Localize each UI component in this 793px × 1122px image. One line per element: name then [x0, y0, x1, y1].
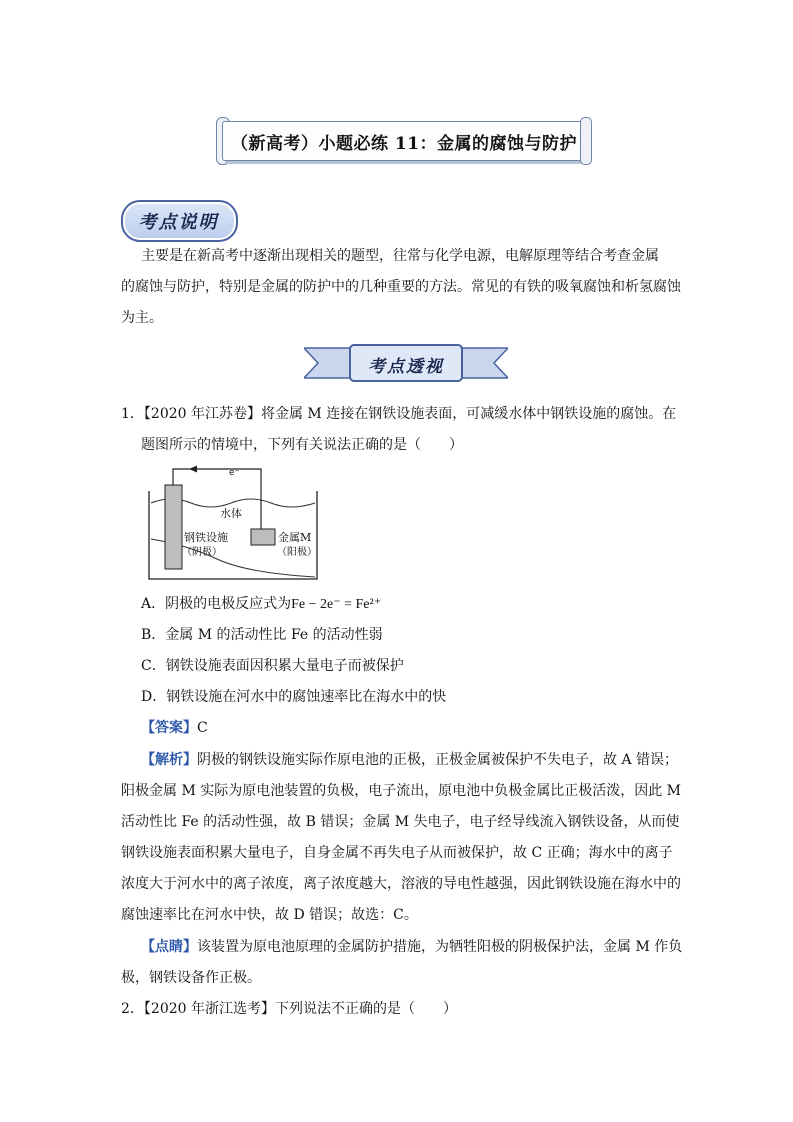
q1-option-d: D．钢铁设施在河水中的腐蚀速率比在海水中的快 [141, 689, 447, 705]
section-badge-explain [121, 200, 236, 240]
q1-option-c: C．钢铁设施表面因积累大量电子而被保护 [141, 658, 404, 674]
badge-label: 考点说明 [138, 212, 219, 233]
q1-analysis-line-3: 活动性比 Fe 的活动性强，故 B 错误；金属 M 失电子，电子经导线流入钢铁设备，从而使 [121, 814, 680, 830]
page-title: （新高考）小题必练 11：金属的腐蚀与防护 [230, 134, 578, 154]
q1-analysis-line-4: 钢铁设施表面积累大量电子，自身金属不再失电子从而被保护，故 C 正确；海水中的离子 [121, 845, 673, 861]
electron-label: e⁻ [229, 468, 240, 478]
analysis-tag: 【解析】 [141, 752, 197, 768]
steel-label-1: 钢铁设施 [184, 531, 228, 544]
metal-label-2: （阳极） [277, 547, 317, 558]
q1-option-a-prefix: A．阴极的电极反应式为 [141, 596, 292, 612]
q1-analysis-line-1 [141, 749, 678, 769]
water-label: 水体 [220, 507, 242, 520]
answer-tag: 【答案】 [141, 720, 197, 736]
q1-stem-line-1: 1．【2020 年江苏卷】将金属 M 连接在钢铁设施表面，可减缓水体中钢铁设施的腐蚀。在 [121, 406, 677, 422]
explain-line-3: 为主。 [121, 310, 163, 326]
explain-line-1: 主要是在新高考中逐渐出现相关的题型，往常与化学电源，电解原理等结合考查金属 [141, 248, 659, 264]
answer-value: C [197, 720, 208, 736]
q1-analysis-line-6: 腐蚀速率比在河水中快，故 D 错误；故选：C。 [121, 907, 418, 923]
explain-line-2: 的腐蚀与防护，特别是金属的防护中的几种重要的方法。常见的有铁的吸氧腐蚀和析氢腐蚀 [121, 279, 681, 295]
q1-option-b: B．金属 M 的活动性比 Fe 的活动性弱 [141, 627, 383, 643]
q1-answer [141, 717, 208, 737]
q1-stem-line-2: 题图所示的情境中，下列有关说法正确的是（ ） [141, 437, 463, 453]
q1-option-a [141, 593, 381, 613]
note-text-1: 该装置为原电池原理的金属防护措施，为牺牲阳极的阴极保护法，金属 M 作负 [197, 939, 683, 955]
q2-stem: 2．【2020 年浙江选考】下列说法不正确的是（ ） [121, 1001, 457, 1017]
analysis-text-1: 阴极的钢铁设施实际作原电池的正极，正极金属被保护不失电子，故 A 错误； [197, 752, 679, 768]
section-badge-view [304, 344, 508, 382]
q1-figure [147, 463, 319, 581]
note-tag: 【点睛】 [141, 939, 197, 955]
title-banner [216, 117, 592, 165]
q1-option-a-formula: Fe − 2e⁻ = Fe²⁺ [291, 597, 382, 612]
cell-diagram [147, 463, 319, 581]
steel-label-2: （阴极） [182, 547, 222, 558]
ribbon-label: 考点透视 [368, 357, 444, 377]
q1-analysis-line-5: 浓度大于河水中的离子浓度，离子浓度越大，溶液的导电性越强，因此钢铁设施在海水中的 [121, 876, 681, 892]
metal-label-1: 金属M [278, 531, 312, 544]
q1-analysis-line-2: 阳极金属 M 实际为原电池装置的负极，电子流出，原电池中负极金属比正极活泼，因此 M [121, 783, 682, 799]
q1-note-line-2: 极，钢铁设备作正极。 [121, 970, 261, 986]
q1-note-line-1 [141, 936, 682, 956]
